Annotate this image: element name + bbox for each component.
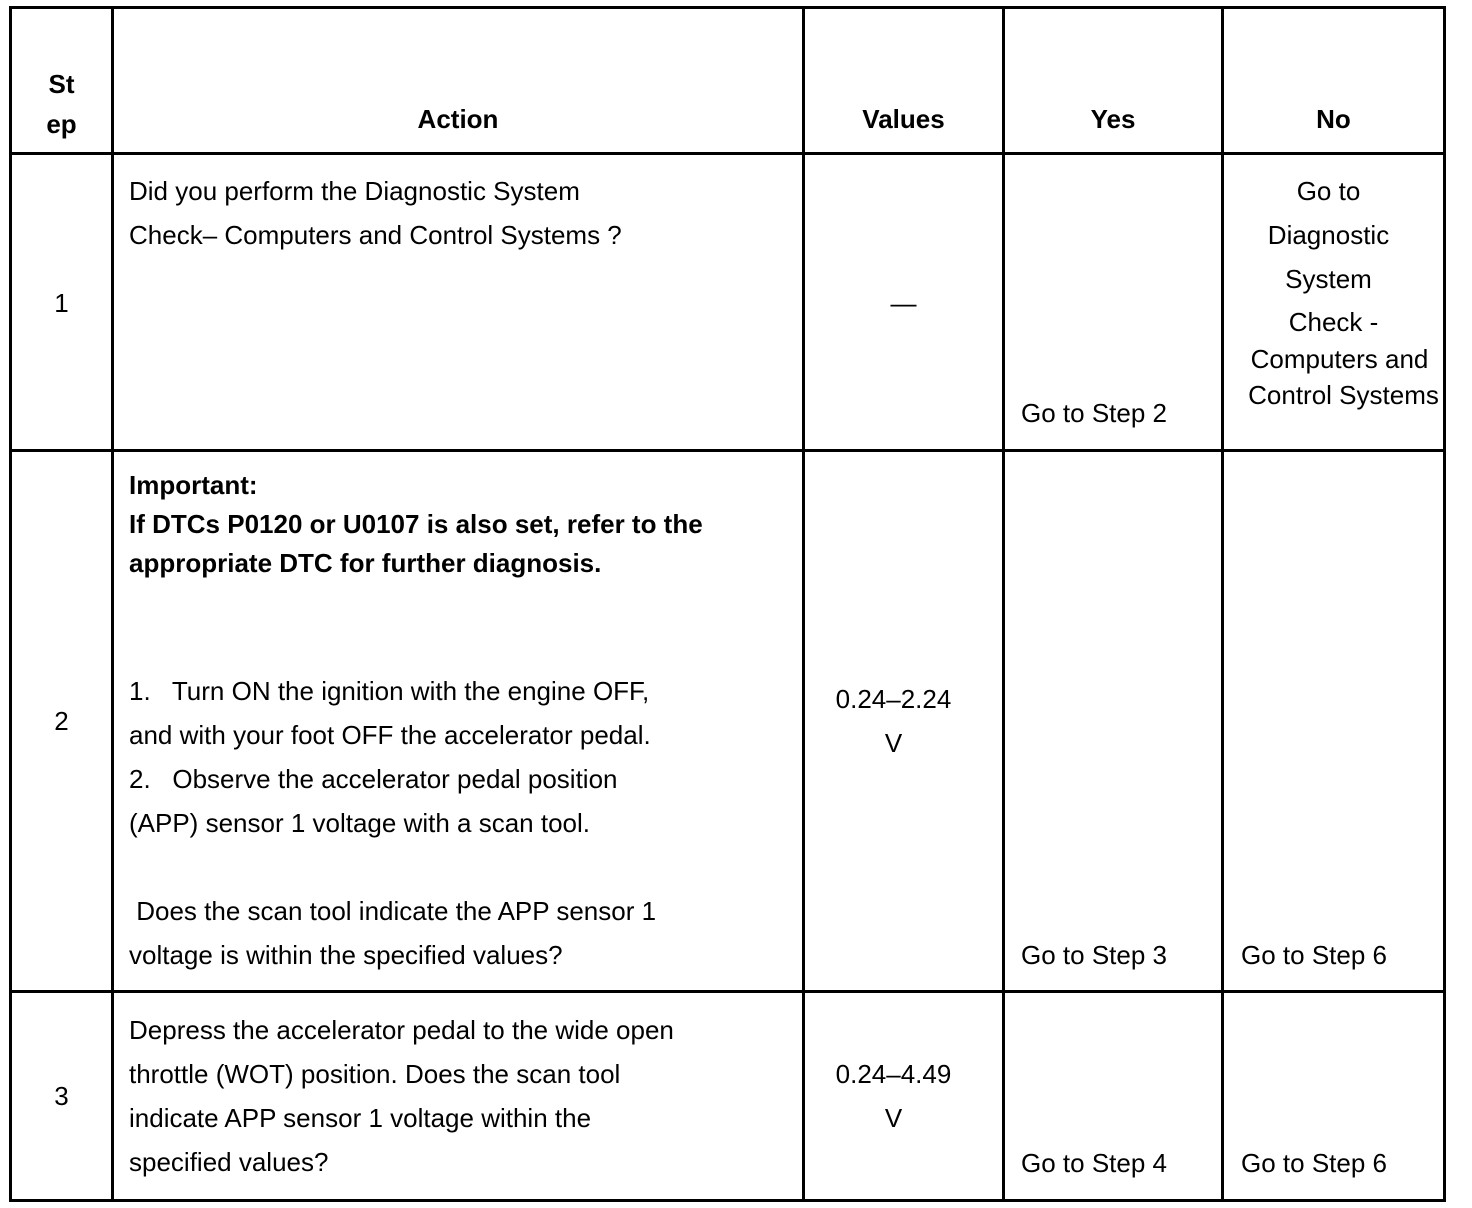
table-border-bottom <box>9 1199 1446 1202</box>
column-divider-action <box>802 6 805 1202</box>
row1-value: — <box>890 288 917 318</box>
row2-value-line2: V <box>884 728 903 758</box>
row2-action-line1: 1. Turn ON the ignition with the engine OFF, <box>129 676 650 706</box>
table-border-left <box>9 6 12 1202</box>
row1-action <box>129 169 622 257</box>
row1-no-line5: Computers and <box>1250 344 1429 374</box>
header-step-line1: St <box>48 69 75 99</box>
header-divider <box>9 152 1446 155</box>
header-no: No <box>1316 104 1351 134</box>
row1-no-line6: Control Systems <box>1248 380 1439 410</box>
row1-action-line1: Did you perform the Diagnostic System <box>129 176 580 206</box>
row3-step: 3 <box>54 1081 69 1111</box>
row2-action-line3: 2. Observe the accelerator pedal position <box>129 764 618 794</box>
row2-value <box>795 677 992 765</box>
row2-important-line2: appropriate DTC for further diagnosis. <box>129 548 602 578</box>
row3-action-line2: throttle (WOT) position. Does the scan tool <box>129 1059 621 1089</box>
row3-action-line4: specified values? <box>129 1147 329 1177</box>
header-action: Action <box>417 104 499 134</box>
row1-action-line2: Check– Computers and Control Systems ? <box>129 220 622 250</box>
row1-no-line1: Go to <box>1296 176 1361 206</box>
row3-action <box>129 1008 674 1184</box>
row3-no: Go to Step 6 <box>1241 1148 1387 1178</box>
row2-action-steps <box>129 669 651 845</box>
table-border-top <box>9 6 1446 9</box>
row2-important-line1: If DTCs P0120 or U0107 is also set, refer to the <box>129 509 703 539</box>
row3-value <box>795 1052 992 1140</box>
row3-value-line2: V <box>884 1103 903 1133</box>
row1-no-line4: Check - <box>1288 307 1379 337</box>
row1-no <box>1224 169 1443 413</box>
row3-value-line1: 0.24–4.49 <box>835 1059 952 1089</box>
row2-value-line1: 0.24–2.24 <box>835 684 952 714</box>
row3-yes: Go to Step 4 <box>1021 1148 1167 1178</box>
column-divider-step <box>111 6 114 1202</box>
row3-action-line1: Depress the accelerator pedal to the wide open <box>129 1015 674 1045</box>
row-divider-2 <box>9 990 1446 993</box>
row1-no-line3: System <box>1285 264 1372 294</box>
header-yes: Yes <box>1090 104 1136 134</box>
row1-no-line2: Diagnostic <box>1267 220 1390 250</box>
row1-yes: Go to Step 2 <box>1021 398 1167 428</box>
row2-important-label: Important: <box>129 470 258 500</box>
column-divider-values <box>1002 6 1005 1202</box>
row2-question-line2: voltage is within the specified values? <box>129 940 563 970</box>
row2-question-line1: Does the scan tool indicate the APP sensor 1 <box>129 896 657 926</box>
table-border-right <box>1443 6 1446 1202</box>
row2-step: 2 <box>54 706 69 736</box>
row2-action-line4: (APP) sensor 1 voltage with a scan tool. <box>129 808 591 838</box>
row2-action-line2: and with your foot OFF the accelerator pedal. <box>129 720 651 750</box>
row-divider-1 <box>9 449 1446 452</box>
row2-yes: Go to Step 3 <box>1021 940 1167 970</box>
row3-action-line3: indicate APP sensor 1 voltage within the <box>129 1103 592 1133</box>
row1-step: 1 <box>54 288 69 318</box>
header-step-line2: ep <box>46 109 77 139</box>
header-step <box>12 64 111 144</box>
row2-question <box>129 889 656 977</box>
header-values: Values <box>862 104 945 134</box>
row2-important-note <box>129 466 703 583</box>
row2-no: Go to Step 6 <box>1241 940 1387 970</box>
